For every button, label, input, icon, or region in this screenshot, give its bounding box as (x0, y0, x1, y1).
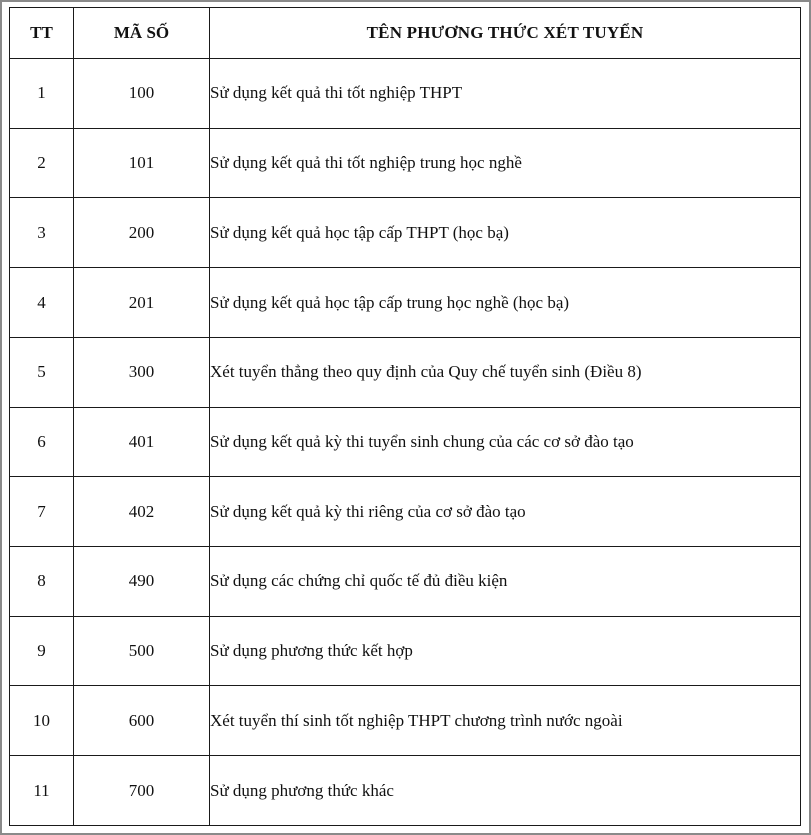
table-row (10, 616, 801, 686)
table-row (10, 686, 801, 756)
row-stt: 4 (10, 268, 74, 338)
row-method-name: Sử dụng kết quả học tập cấp THPT (học bạ) (210, 198, 801, 268)
table-row (10, 477, 801, 547)
row-method-name: Sử dụng phương thức kết hợp (210, 616, 801, 686)
row-code: 100 (74, 59, 210, 129)
row-method-name: Sử dụng kết quả thi tốt nghiệp trung học nghề (210, 128, 801, 198)
row-code: 401 (74, 407, 210, 477)
row-method-name: Sử dụng kết quả kỳ thi riêng của cơ sở đào tạo (210, 477, 801, 547)
table-row (10, 268, 801, 338)
row-code: 300 (74, 337, 210, 407)
table-row (10, 407, 801, 477)
header-stt: TT (10, 8, 74, 59)
row-method-name: Sử dụng kết quả thi tốt nghiệp THPT (210, 59, 801, 129)
row-method-name: Xét tuyển thí sinh tốt nghiệp THPT chương trình nước ngoài (210, 686, 801, 756)
row-method-name: Xét tuyển thẳng theo quy định của Quy chế tuyển sinh (Điều 8) (210, 337, 801, 407)
table-row (10, 756, 801, 826)
row-stt: 1 (10, 59, 74, 129)
header-row (10, 8, 801, 59)
row-stt: 10 (10, 686, 74, 756)
row-code: 500 (74, 616, 210, 686)
row-code: 200 (74, 198, 210, 268)
table-row (10, 198, 801, 268)
row-code: 402 (74, 477, 210, 547)
header-method-name: TÊN PHƯƠNG THỨC XÉT TUYỂN (210, 8, 801, 59)
row-method-name: Sử dụng kết quả học tập cấp trung học nghề (học bạ) (210, 268, 801, 338)
table-row (10, 59, 801, 129)
row-code: 101 (74, 128, 210, 198)
table-row (10, 128, 801, 198)
row-stt: 11 (10, 756, 74, 826)
row-stt: 9 (10, 616, 74, 686)
table-body (10, 59, 801, 826)
row-stt: 3 (10, 198, 74, 268)
row-stt: 2 (10, 128, 74, 198)
admission-methods-table (9, 7, 801, 826)
row-method-name: Sử dụng các chứng chỉ quốc tế đủ điều kiện (210, 547, 801, 617)
header-code: MÃ SỐ (74, 8, 210, 59)
table-row (10, 547, 801, 617)
row-stt: 5 (10, 337, 74, 407)
row-code: 700 (74, 756, 210, 826)
row-stt: 8 (10, 547, 74, 617)
row-code: 490 (74, 547, 210, 617)
row-stt: 7 (10, 477, 74, 547)
row-method-name: Sử dụng phương thức khác (210, 756, 801, 826)
table-header (10, 8, 801, 59)
table-row (10, 337, 801, 407)
row-method-name: Sử dụng kết quả kỳ thi tuyển sinh chung của các cơ sở đào tạo (210, 407, 801, 477)
row-code: 600 (74, 686, 210, 756)
row-code: 201 (74, 268, 210, 338)
row-stt: 6 (10, 407, 74, 477)
